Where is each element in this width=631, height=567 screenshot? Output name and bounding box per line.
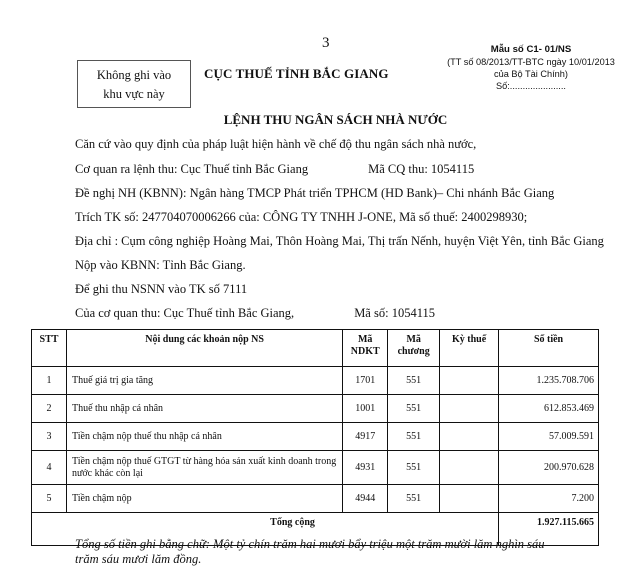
cell-period xyxy=(440,423,499,451)
cell-chapter: 551 xyxy=(388,423,440,451)
cell-chapter: 551 xyxy=(388,367,440,395)
table-header-row xyxy=(32,330,599,367)
header-period: Kỳ thuế xyxy=(440,330,499,367)
cell-period xyxy=(440,485,499,513)
cell-period xyxy=(440,367,499,395)
form-ref-line-2: của Bộ Tài Chính) xyxy=(494,69,568,79)
cell-amount: 200.970.628 xyxy=(499,451,599,485)
cell-stt: 5 xyxy=(32,485,67,513)
collector-code: Mã số: 1054115 xyxy=(354,306,435,320)
cell-stt: 1 xyxy=(32,367,67,395)
cell-amount: 7.200 xyxy=(499,485,599,513)
table-row xyxy=(32,423,599,451)
cell-chapter: 551 xyxy=(388,451,440,485)
header-content: Nội dung các khoản nộp NS xyxy=(66,330,342,367)
cell-amount: 1.235.708.706 xyxy=(499,367,599,395)
debit-account-line: Trích TK số: 247704070006266 của: CÔNG TY TNHH J-ONE, Mã số thuế: 2400298930; xyxy=(75,210,528,224)
cell-amount: 612.853.469 xyxy=(499,395,599,423)
payment-table xyxy=(31,329,599,546)
cell-content: Tiền chậm nộp xyxy=(66,485,342,513)
no-write-box xyxy=(77,60,191,108)
cell-chapter: 551 xyxy=(388,485,440,513)
no-write-line-2: khu vực này xyxy=(103,87,165,101)
cell-ndkt: 1001 xyxy=(343,395,388,423)
form-number: Số:...................... xyxy=(496,81,566,91)
cell-stt: 2 xyxy=(32,395,67,423)
issuer-code: Mã CQ thu: 1054115 xyxy=(368,162,475,176)
cell-content: Thuế thu nhập cá nhân xyxy=(66,395,342,423)
nsnn-account-line: Để ghi thu NSNN vào TK số 7111 xyxy=(75,282,248,296)
total-label: Tổng cộng xyxy=(32,513,499,546)
cell-content: Thuế giá trị gia tăng xyxy=(66,367,342,395)
table-row xyxy=(32,395,599,423)
issuer-line xyxy=(75,162,474,177)
cell-amount: 57.009.591 xyxy=(499,423,599,451)
table-row xyxy=(32,367,599,395)
form-reference xyxy=(432,44,630,92)
cell-period xyxy=(440,395,499,423)
agency-name: CỤC THUẾ TỈNH BẮC GIANG xyxy=(204,66,389,81)
form-ref-line-1: (TT số 08/2013/TT-BTC ngày 10/01/2013 xyxy=(447,57,615,67)
cell-ndkt: 4917 xyxy=(343,423,388,451)
cell-period xyxy=(440,451,499,485)
cell-ndkt: 1701 xyxy=(343,367,388,395)
cell-stt: 4 xyxy=(32,451,67,485)
issuer-label: Cơ quan ra lệnh thu: Cục Thuế tỉnh Bắc Giang xyxy=(75,162,309,176)
cell-chapter: 551 xyxy=(388,395,440,423)
amount-in-words: Tổng số tiền ghi bằng chữ: Một tỷ chín trăm hai mươi bẩy triệu một trăm mười lăm nghìn sáu trăm sáu mươi lăm đồng. xyxy=(75,537,545,566)
table-row xyxy=(32,451,599,485)
address-line: Địa chỉ : Cụm công nghiệp Hoàng Mai, Thôn Hoàng Mai, Thị trấn Nếnh, huyện Việt Yên, tỉnh Bắc Giang xyxy=(75,234,604,248)
page-number: 3 xyxy=(322,35,330,51)
bank-line: Đề nghị NH (KBNN): Ngân hàng TMCP Phát triển TPHCM (HD Bank)– Chi nhánh Bắc Giang xyxy=(75,186,555,200)
header-chapter: Mã chương xyxy=(388,330,440,367)
header-ndkt: Mã NDKT xyxy=(343,330,388,367)
cell-content: Tiền chậm nộp thuế GTGT từ hàng hóa sản xuất kinh doanh trong nước khác còn lại xyxy=(66,451,342,485)
cell-ndkt: 4944 xyxy=(343,485,388,513)
header-amount: Số tiền xyxy=(499,330,599,367)
treasury-line: Nộp vào KBNN: Tỉnh Bắc Giang. xyxy=(75,258,246,272)
collector-label: Của cơ quan thu: Cục Thuế tỉnh Bắc Giang, xyxy=(75,306,295,320)
cell-stt: 3 xyxy=(32,423,67,451)
form-code: Mẫu số C1- 01/NS xyxy=(490,44,572,55)
collector-line xyxy=(75,306,435,321)
basis-line: Căn cứ vào quy định của pháp luật hiện hành về chế độ thu ngân sách nhà nước, xyxy=(75,137,477,151)
cell-content: Tiền chậm nộp thuế thu nhập cá nhân xyxy=(66,423,342,451)
header-stt: STT xyxy=(32,330,67,367)
no-write-line-1: Không ghi vào xyxy=(96,68,172,82)
document-title: LỆNH THU NGÂN SÁCH NHÀ NƯỚC xyxy=(223,112,448,127)
total-amount: 1.927.115.665 xyxy=(499,513,599,546)
cell-ndkt: 4931 xyxy=(343,451,388,485)
table-row xyxy=(32,485,599,513)
